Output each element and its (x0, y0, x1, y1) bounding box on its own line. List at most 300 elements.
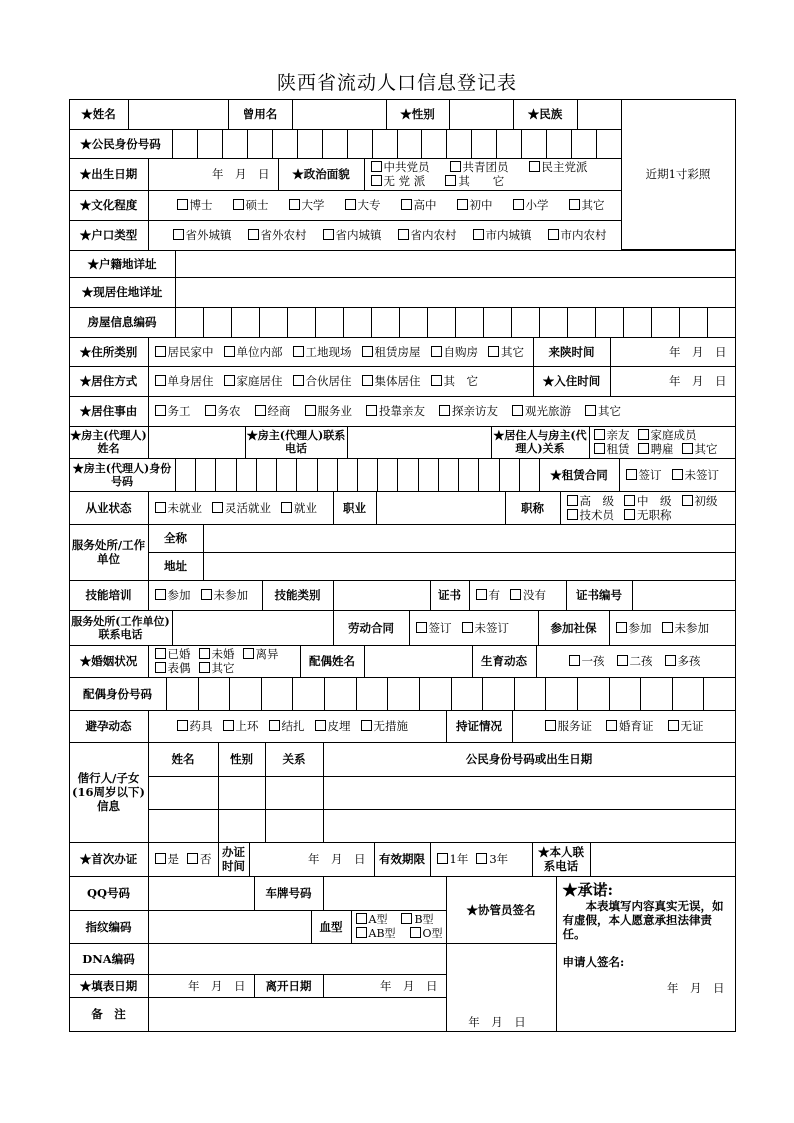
landlord-id-digit[interactable] (499, 458, 520, 492)
option-marital-0[interactable] (155, 647, 191, 661)
spouse-id-digit[interactable] (419, 677, 452, 711)
option-training-1[interactable] (201, 588, 249, 602)
option-residence_type-2[interactable] (293, 345, 352, 359)
option-political-1[interactable] (450, 160, 509, 174)
option-political-3[interactable] (371, 174, 426, 188)
option-employment-2[interactable] (281, 501, 317, 515)
checkbox-icon[interactable] (199, 648, 210, 659)
landlord-id-digit[interactable] (215, 458, 237, 492)
option-education-3[interactable] (345, 198, 381, 212)
house-code-digit[interactable] (567, 307, 596, 338)
landlord-id-digit[interactable] (276, 458, 297, 492)
checkbox-icon[interactable] (212, 502, 223, 513)
checkbox-icon[interactable] (594, 429, 605, 440)
options-certs_held[interactable] (512, 710, 736, 743)
checkbox-icon[interactable] (173, 229, 184, 240)
checkbox-icon[interactable] (356, 913, 367, 924)
checkbox-icon[interactable] (416, 622, 427, 633)
landlord-id-digit[interactable] (458, 458, 479, 492)
companion-id[interactable] (323, 776, 736, 810)
checkbox-icon[interactable] (361, 720, 372, 731)
work-phone-input[interactable] (172, 610, 334, 646)
option-title_rank-1[interactable] (624, 494, 672, 508)
id-digit[interactable] (372, 129, 398, 159)
apply-date[interactable] (249, 842, 375, 877)
house-code-digit[interactable] (679, 307, 708, 338)
option-reason-4[interactable] (366, 404, 425, 418)
option-labor_contract-0[interactable] (416, 621, 452, 635)
spouse-id-digit[interactable] (640, 677, 673, 711)
checkbox-icon[interactable] (177, 720, 188, 731)
option-title_rank-2[interactable] (682, 494, 718, 508)
option-education-1[interactable] (233, 198, 269, 212)
spouse-id-digit[interactable] (609, 677, 641, 711)
option-political-4[interactable] (445, 174, 504, 188)
checkbox-icon[interactable] (155, 589, 166, 600)
skill-type-input[interactable] (333, 580, 431, 611)
option-reason-2[interactable] (255, 404, 291, 418)
option-residence_type-3[interactable] (362, 345, 421, 359)
spouse-id-digit[interactable] (324, 677, 357, 711)
checkbox-icon[interactable] (462, 622, 473, 633)
options-labor_contract[interactable] (409, 610, 539, 646)
option-live_mode-2[interactable] (293, 374, 352, 388)
options-hukou_type[interactable] (148, 220, 622, 251)
option-residence_type-0[interactable] (155, 345, 214, 359)
checkbox-icon[interactable] (682, 443, 693, 454)
id-digit[interactable] (247, 129, 273, 159)
spouse-id-digit[interactable] (166, 677, 199, 711)
checkbox-icon[interactable] (439, 405, 450, 416)
option-hukou_type-0[interactable] (173, 228, 232, 242)
options-employment[interactable] (148, 491, 334, 525)
option-marital-4[interactable] (199, 661, 235, 675)
checkbox-icon[interactable] (155, 346, 166, 357)
option-relation-2[interactable] (594, 442, 630, 456)
option-birth_status-2[interactable] (665, 654, 701, 668)
checkbox-icon[interactable] (585, 405, 596, 416)
options-training[interactable] (148, 580, 263, 611)
id-digit[interactable] (571, 129, 597, 159)
options-validity[interactable] (430, 842, 533, 877)
spouse-id-digit[interactable] (356, 677, 388, 711)
spouse-id-digit[interactable] (482, 677, 515, 711)
spouse-id-digit[interactable] (514, 677, 546, 711)
option-contraception-2[interactable] (269, 719, 305, 733)
options-reason[interactable] (148, 396, 736, 427)
option-political-2[interactable] (529, 160, 588, 174)
checkbox-icon[interactable] (682, 495, 693, 506)
option-first_apply-1[interactable] (187, 852, 212, 866)
id-digit[interactable] (297, 129, 323, 159)
option-lease-0[interactable] (626, 468, 662, 482)
option-reason-1[interactable] (205, 404, 241, 418)
checkbox-icon[interactable] (668, 720, 679, 731)
spouse-id-digit[interactable] (387, 677, 420, 711)
checkbox-icon[interactable] (624, 509, 635, 520)
id-digit[interactable] (397, 129, 422, 159)
checkbox-icon[interactable] (606, 720, 617, 731)
option-education-4[interactable] (401, 198, 437, 212)
house-code-digit[interactable] (343, 307, 372, 338)
plate-input[interactable] (323, 876, 447, 911)
option-hukou_type-4[interactable] (473, 228, 532, 242)
checkbox-icon[interactable] (243, 648, 254, 659)
checkbox-icon[interactable] (315, 720, 326, 731)
hukou-address-input[interactable] (175, 250, 736, 278)
checkbox-icon[interactable] (362, 375, 373, 386)
option-certs_held-1[interactable] (606, 719, 654, 733)
checkbox-icon[interactable] (155, 502, 166, 513)
companion-id[interactable] (323, 809, 736, 843)
checkbox-icon[interactable] (450, 161, 461, 172)
id-digit[interactable] (322, 129, 348, 159)
checkbox-icon[interactable] (362, 346, 373, 357)
birth-date[interactable] (148, 158, 279, 191)
checkbox-icon[interactable] (626, 469, 637, 480)
option-relation-4[interactable] (682, 442, 718, 456)
checkbox-icon[interactable] (431, 375, 442, 386)
companion-gender[interactable] (218, 776, 266, 810)
landlord-id-digit[interactable] (337, 458, 358, 492)
landlord-id-digit[interactable] (357, 458, 378, 492)
option-contraception-0[interactable] (177, 719, 213, 733)
checkbox-icon[interactable] (457, 199, 468, 210)
fingerprint-input[interactable] (148, 910, 312, 944)
options-birth_status[interactable] (536, 645, 736, 678)
checkbox-icon[interactable] (445, 175, 456, 186)
landlord-name-input[interactable] (148, 426, 246, 459)
option-relation-1[interactable] (638, 428, 697, 442)
dna-input[interactable] (148, 943, 447, 975)
option-contraception-4[interactable] (361, 719, 409, 733)
landlord-id-digit[interactable] (256, 458, 277, 492)
checkbox-icon[interactable] (569, 199, 580, 210)
option-hukou_type-3[interactable] (398, 228, 457, 242)
options-marital[interactable] (148, 645, 301, 678)
id-digit[interactable] (596, 129, 622, 159)
options-relation[interactable] (589, 426, 736, 459)
checkbox-icon[interactable] (289, 199, 300, 210)
companion-name[interactable] (148, 776, 219, 810)
house-code-digit[interactable] (287, 307, 316, 338)
option-birth_status-1[interactable] (617, 654, 653, 668)
workplace-address-input[interactable] (203, 552, 736, 581)
checkbox-icon[interactable] (410, 927, 421, 938)
option-live_mode-4[interactable] (431, 374, 479, 388)
checkbox-icon[interactable] (672, 469, 683, 480)
landlord-id-digit[interactable] (418, 458, 439, 492)
options-residence_type[interactable] (148, 337, 534, 367)
checkbox-icon[interactable] (155, 853, 166, 864)
checkbox-icon[interactable] (624, 495, 635, 506)
id-digit[interactable] (222, 129, 248, 159)
workplace-name-input[interactable] (203, 524, 736, 553)
id-digit[interactable] (197, 129, 223, 159)
id-digit[interactable] (471, 129, 497, 159)
checkbox-icon[interactable] (665, 655, 676, 666)
option-lease-1[interactable] (672, 468, 720, 482)
option-birth_status-0[interactable] (569, 654, 605, 668)
fill-date[interactable] (148, 974, 255, 998)
spouse-id-digit[interactable] (261, 677, 293, 711)
option-relation-0[interactable] (594, 428, 630, 442)
option-certificate-0[interactable] (476, 588, 501, 602)
option-residence_type-1[interactable] (224, 345, 283, 359)
option-marital-2[interactable] (243, 647, 279, 661)
landlord-id-digit[interactable] (438, 458, 459, 492)
house-code-digit[interactable] (595, 307, 624, 338)
checkbox-icon[interactable] (431, 346, 442, 357)
options-insurance[interactable] (609, 610, 736, 646)
checkbox-icon[interactable] (567, 495, 578, 506)
checkbox-icon[interactable] (473, 229, 484, 240)
checkbox-icon[interactable] (201, 589, 212, 600)
move-in-date[interactable] (610, 366, 736, 397)
house-code-digit[interactable] (203, 307, 232, 338)
landlord-id-digit[interactable] (519, 458, 540, 492)
checkbox-icon[interactable] (401, 913, 412, 924)
option-marital-3[interactable] (155, 661, 191, 675)
spouse-id-digit[interactable] (451, 677, 483, 711)
qq-input[interactable] (148, 876, 255, 911)
checkbox-icon[interactable] (371, 161, 382, 172)
option-hukou_type-5[interactable] (548, 228, 607, 242)
option-labor_contract-1[interactable] (462, 621, 510, 635)
helper-sign-date[interactable] (446, 943, 557, 1032)
id-digit[interactable] (546, 129, 572, 159)
house-code-digit[interactable] (539, 307, 568, 338)
checkbox-icon[interactable] (398, 229, 409, 240)
house-code-digit[interactable] (175, 307, 204, 338)
checkbox-icon[interactable] (305, 405, 316, 416)
option-education-5[interactable] (457, 198, 493, 212)
checkbox-icon[interactable] (205, 405, 216, 416)
option-marital-1[interactable] (199, 647, 235, 661)
option-reason-3[interactable] (305, 404, 353, 418)
checkbox-icon[interactable] (662, 622, 673, 633)
options-certificate[interactable] (469, 580, 567, 611)
landlord-id-digit[interactable] (296, 458, 318, 492)
house-code-digit[interactable] (623, 307, 652, 338)
spouse-id-digit[interactable] (198, 677, 230, 711)
option-certificate-1[interactable] (510, 588, 546, 602)
companion-relation[interactable] (265, 776, 324, 810)
checkbox-icon[interactable] (233, 199, 244, 210)
gender-input[interactable] (449, 99, 514, 130)
ethnicity-input[interactable] (577, 99, 622, 130)
option-live_mode-1[interactable] (224, 374, 283, 388)
house-code-digit[interactable] (315, 307, 344, 338)
landlord-id-digit[interactable] (175, 458, 196, 492)
landlord-id-digit[interactable] (195, 458, 216, 492)
option-contraception-3[interactable] (315, 719, 351, 733)
landlord-id-digit[interactable] (377, 458, 398, 492)
companion-gender[interactable] (218, 809, 266, 843)
options-political[interactable] (364, 158, 622, 191)
spouse-id-digit[interactable] (672, 677, 704, 711)
checkbox-icon[interactable] (638, 443, 649, 454)
checkbox-icon[interactable] (567, 509, 578, 520)
option-education-7[interactable] (569, 198, 605, 212)
option-blood-1[interactable] (401, 913, 433, 927)
id-digit[interactable] (172, 129, 198, 159)
checkbox-icon[interactable] (345, 199, 356, 210)
checkbox-icon[interactable] (510, 589, 521, 600)
checkbox-icon[interactable] (512, 405, 523, 416)
name-input[interactable] (128, 99, 229, 130)
option-validity-0[interactable] (437, 852, 469, 866)
house-code-digit[interactable] (455, 307, 484, 338)
option-validity-1[interactable] (476, 852, 508, 866)
option-contraception-1[interactable] (223, 719, 259, 733)
option-insurance-1[interactable] (662, 621, 710, 635)
arrival-date[interactable] (610, 337, 736, 367)
leave-date[interactable] (323, 974, 447, 998)
option-residence_type-4[interactable] (431, 345, 479, 359)
options-blood[interactable] (351, 910, 447, 944)
checkbox-icon[interactable] (199, 662, 210, 673)
option-hukou_type-2[interactable] (323, 228, 382, 242)
option-education-2[interactable] (289, 198, 325, 212)
option-employment-1[interactable] (212, 501, 271, 515)
id-digit[interactable] (521, 129, 547, 159)
checkbox-icon[interactable] (366, 405, 377, 416)
checkbox-icon[interactable] (638, 429, 649, 440)
option-residence_type-5[interactable] (488, 345, 524, 359)
option-first_apply-0[interactable] (155, 852, 180, 866)
spouse-id-digit[interactable] (545, 677, 578, 711)
id-digit[interactable] (347, 129, 373, 159)
option-live_mode-0[interactable] (155, 374, 214, 388)
option-title_rank-0[interactable] (567, 494, 615, 508)
landlord-id-digit[interactable] (478, 458, 500, 492)
checkbox-icon[interactable] (617, 655, 628, 666)
landlord-id-digit[interactable] (317, 458, 338, 492)
options-title_rank[interactable] (560, 491, 736, 525)
checkbox-icon[interactable] (293, 375, 304, 386)
option-certs_held-2[interactable] (668, 719, 704, 733)
id-digit[interactable] (446, 129, 472, 159)
option-blood-3[interactable] (410, 927, 443, 941)
companion-relation[interactable] (265, 809, 324, 843)
former-name-input[interactable] (292, 99, 387, 130)
checkbox-icon[interactable] (371, 175, 382, 186)
house-code-digit[interactable] (259, 307, 288, 338)
remarks-input[interactable] (148, 997, 447, 1032)
house-code-digit[interactable] (651, 307, 680, 338)
id-digit[interactable] (421, 129, 447, 159)
checkbox-icon[interactable] (177, 199, 188, 210)
checkbox-icon[interactable] (616, 622, 627, 633)
checkbox-icon[interactable] (155, 405, 166, 416)
current-address-input[interactable] (175, 277, 736, 308)
options-first_apply[interactable] (148, 842, 219, 877)
option-title_rank-4[interactable] (624, 508, 672, 522)
checkbox-icon[interactable] (323, 229, 334, 240)
option-title_rank-3[interactable] (567, 508, 615, 522)
house-code-digit[interactable] (483, 307, 512, 338)
spouse-id-digit[interactable] (229, 677, 262, 711)
options-live_mode[interactable] (148, 366, 534, 397)
option-insurance-0[interactable] (616, 621, 652, 635)
house-code-digit[interactable] (707, 307, 736, 338)
option-training-0[interactable] (155, 588, 191, 602)
option-blood-0[interactable] (356, 913, 388, 927)
option-relation-3[interactable] (638, 442, 674, 456)
checkbox-icon[interactable] (224, 375, 235, 386)
options-lease[interactable] (619, 458, 736, 492)
job-input[interactable] (376, 491, 506, 525)
checkbox-icon[interactable] (545, 720, 556, 731)
option-political-0[interactable] (371, 160, 430, 174)
checkbox-icon[interactable] (476, 589, 487, 600)
checkbox-icon[interactable] (293, 346, 304, 357)
checkbox-icon[interactable] (281, 502, 292, 513)
house-code-digit[interactable] (427, 307, 456, 338)
checkbox-icon[interactable] (223, 720, 234, 731)
house-code-digit[interactable] (231, 307, 260, 338)
checkbox-icon[interactable] (356, 927, 367, 938)
checkbox-icon[interactable] (529, 161, 540, 172)
checkbox-icon[interactable] (255, 405, 266, 416)
landlord-phone-input[interactable] (347, 426, 492, 459)
options-contraception[interactable] (148, 710, 447, 743)
cert-no-input[interactable] (632, 580, 736, 611)
option-live_mode-3[interactable] (362, 374, 421, 388)
self-phone-input[interactable] (590, 842, 736, 877)
option-certs_held-0[interactable] (545, 719, 593, 733)
checkbox-icon[interactable] (187, 853, 198, 864)
option-blood-2[interactable] (356, 927, 396, 941)
spouse-id-digit[interactable] (577, 677, 610, 711)
checkbox-icon[interactable] (594, 443, 605, 454)
landlord-id-digit[interactable] (397, 458, 419, 492)
checkbox-icon[interactable] (548, 229, 559, 240)
checkbox-icon[interactable] (155, 648, 166, 659)
option-reason-5[interactable] (439, 404, 498, 418)
option-hukou_type-1[interactable] (248, 228, 307, 242)
companion-name[interactable] (148, 809, 219, 843)
option-employment-0[interactable] (155, 501, 203, 515)
checkbox-icon[interactable] (155, 662, 166, 673)
spouse-name-input[interactable] (364, 645, 473, 678)
option-reason-0[interactable] (155, 404, 191, 418)
spouse-id-digit[interactable] (703, 677, 736, 711)
id-digit[interactable] (272, 129, 298, 159)
checkbox-icon[interactable] (569, 655, 580, 666)
id-digit[interactable] (496, 129, 522, 159)
spouse-id-digit[interactable] (292, 677, 325, 711)
option-education-0[interactable] (177, 198, 213, 212)
option-education-6[interactable] (513, 198, 549, 212)
house-code-digit[interactable] (399, 307, 428, 338)
landlord-id-digit[interactable] (236, 458, 257, 492)
checkbox-icon[interactable] (224, 346, 235, 357)
house-code-digit[interactable] (371, 307, 400, 338)
option-reason-6[interactable] (512, 404, 571, 418)
checkbox-icon[interactable] (513, 199, 524, 210)
checkbox-icon[interactable] (488, 346, 499, 357)
house-code-digit[interactable] (511, 307, 540, 338)
checkbox-icon[interactable] (437, 853, 448, 864)
option-reason-7[interactable] (585, 404, 621, 418)
options-education[interactable] (148, 190, 622, 221)
checkbox-icon[interactable] (269, 720, 280, 731)
checkbox-icon[interactable] (476, 853, 487, 864)
checkbox-icon[interactable] (248, 229, 259, 240)
checkbox-icon[interactable] (155, 375, 166, 386)
